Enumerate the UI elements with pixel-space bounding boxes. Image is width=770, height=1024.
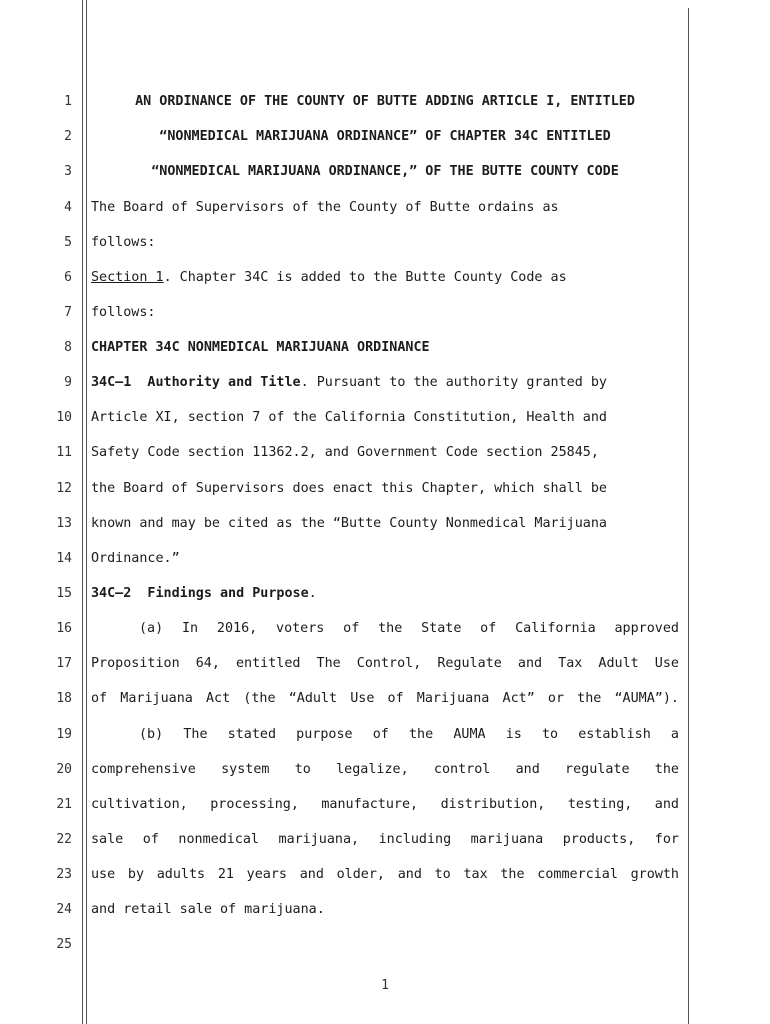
line-number: 23 <box>56 867 72 882</box>
line-number: 12 <box>56 481 72 496</box>
line-number: 8 <box>64 340 72 355</box>
para-b-line-21: cultivation, processing, manufacture, distribution, testing, and <box>91 797 679 812</box>
section-34c-2-heading: 34C–2 Findings and Purpose. <box>91 586 317 601</box>
intro-line-5: follows: <box>91 235 156 250</box>
line-number: 3 <box>64 164 72 179</box>
section-1-line: Section 1. Chapter 34C is added to the Butte County Code as <box>91 270 567 285</box>
line-number: 6 <box>64 270 72 285</box>
line-number: 5 <box>64 235 72 250</box>
page-number: 1 <box>381 978 389 993</box>
para-b-line-24: and retail sale of marijuana. <box>91 902 325 917</box>
left-margin-rule-inner <box>86 0 87 1024</box>
title-line-2: “NONMEDICAL MARIJUANA ORDINANCE” OF CHAPTER 34C ENTITLED <box>159 129 611 144</box>
line-number: 1 <box>64 94 72 109</box>
line-number: 21 <box>56 797 72 812</box>
line-number: 20 <box>56 762 72 777</box>
line-number: 16 <box>56 621 72 636</box>
title-line-1: AN ORDINANCE OF THE COUNTY OF BUTTE ADDING ARTICLE I, ENTITLED <box>135 94 635 109</box>
section-34c-1-heading: 34C–1 Authority and Title. Pursuant to the authority granted by <box>91 375 607 390</box>
line-number: 18 <box>56 691 72 706</box>
para-b-line-19: (b) The stated purpose of the AUMA is to establish a <box>139 727 679 742</box>
intro-line-4: The Board of Supervisors of the County of Butte ordains as <box>91 200 559 215</box>
para-a-line-18: of Marijuana Act (the “Adult Use of Marijuana Act” or the “AUMA”). <box>91 691 679 706</box>
section-34c-1-line-12: the Board of Supervisors does enact this Chapter, which shall be <box>91 481 607 496</box>
line-number: 24 <box>56 902 72 917</box>
line-number: 2 <box>64 129 72 144</box>
line-number: 9 <box>64 375 72 390</box>
line-number: 22 <box>56 832 72 847</box>
para-a-line-16: (a) In 2016, voters of the State of California approved <box>139 621 679 636</box>
para-b-line-20: comprehensive system to legalize, control and regulate the <box>91 762 679 777</box>
line-number: 15 <box>56 586 72 601</box>
line-number: 4 <box>64 200 72 215</box>
section-34c-1-line-14: Ordinance.” <box>91 551 180 566</box>
section-1-label: Section 1 <box>91 270 164 285</box>
line-number: 19 <box>56 727 72 742</box>
line-number: 7 <box>64 305 72 320</box>
left-margin-rule <box>82 0 83 1024</box>
line-number: 10 <box>56 410 72 425</box>
line-number: 13 <box>56 516 72 531</box>
title-line-3: “NONMEDICAL MARIJUANA ORDINANCE,” OF THE BUTTE COUNTY CODE <box>151 164 619 179</box>
line-number: 14 <box>56 551 72 566</box>
para-b-line-23: use by adults 21 years and older, and to tax the commercial growth <box>91 867 679 882</box>
line-number: 11 <box>56 445 72 460</box>
para-a-line-17: Proposition 64, entitled The Control, Regulate and Tax Adult Use <box>91 656 679 671</box>
section-1-line-7: follows: <box>91 305 156 320</box>
line-number: 17 <box>56 656 72 671</box>
section-34c-1-line-11: Safety Code section 11362.2, and Government Code section 25845, <box>91 445 599 460</box>
section-34c-1-line-13: known and may be cited as the “Butte County Nonmedical Marijuana <box>91 516 607 531</box>
section-34c-1-line-10: Article XI, section 7 of the California Constitution, Health and <box>91 410 607 425</box>
right-margin-rule <box>688 8 689 1024</box>
para-b-line-22: sale of nonmedical marijuana, including marijuana products, for <box>91 832 679 847</box>
chapter-heading: CHAPTER 34C NONMEDICAL MARIJUANA ORDINANCE <box>91 340 430 355</box>
line-number: 25 <box>56 937 72 952</box>
